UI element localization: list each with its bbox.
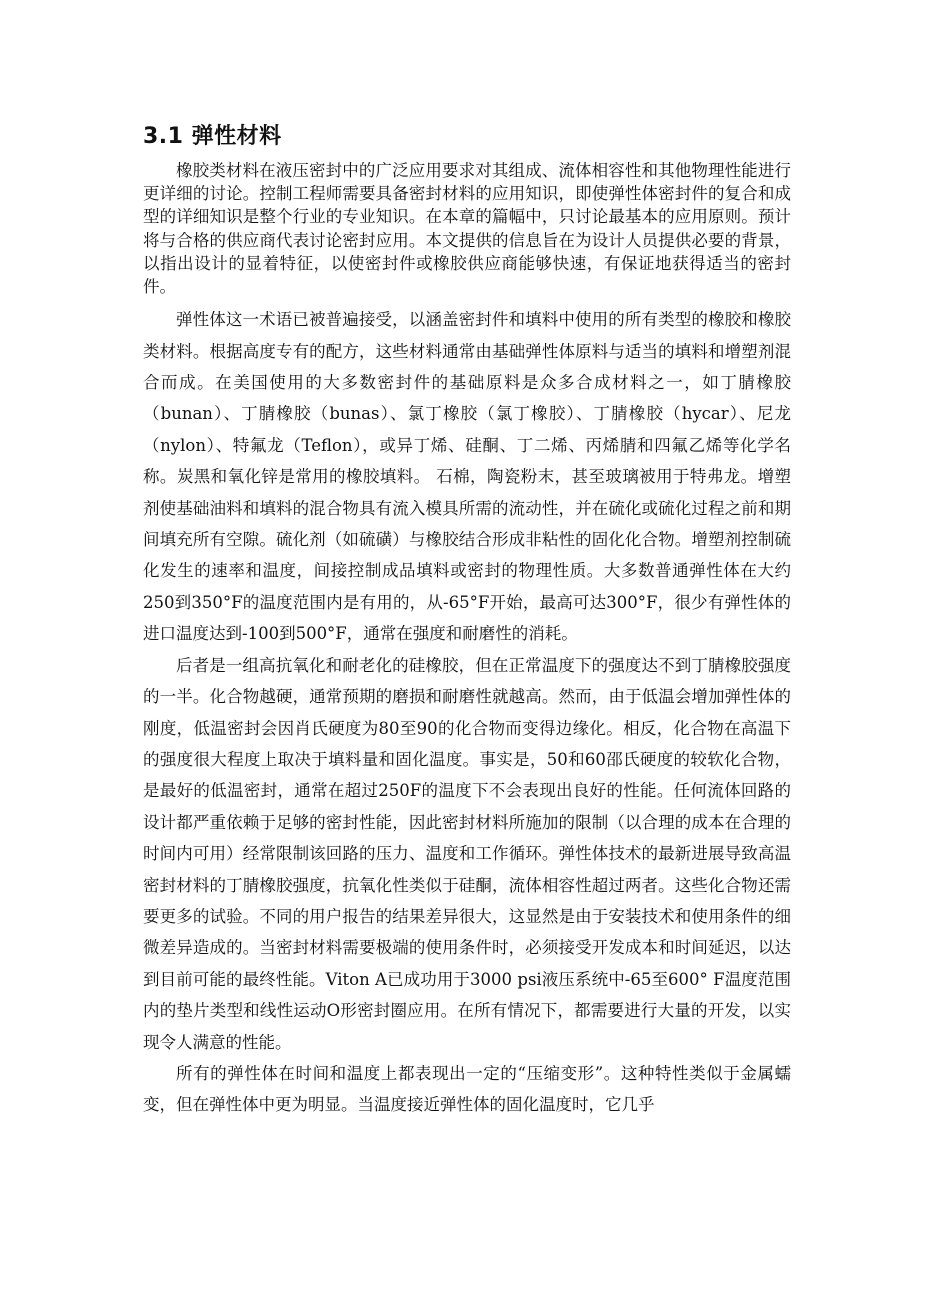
- paragraph-3: 后者是一组高抗氧化和耐老化的硅橡胶，但在正常温度下的强度达不到丁腈橡胶强度的一半。化合物越硬，通常预期的磨损和耐磨性就越高。然而，由于低温会增加弹性体的刚度，低温密封会因肖氏硬度为80至90的化合物而变得边缘化。相反，化合物在高温下的强度很大程度上取决于填料量和固化温度。事实是，50和60邵氏硬度的较软化合物，是最好的低温密封，通常在超过250F的温度下不会表现出良好的性能。任何流体回路的设计都严重依赖于足够的密封性能，因此密封材料所施加的限制（以合理的成本在合理的时间内可用）经常限制该回路的压力、温度和工作循环。弹性体技术的最新进展导致高温密封材料的丁腈橡胶强度，抗氧化性类似于硅酮，流体相容性超过两者。这些化合物还需要更多的试验。不同的用户报告的结果差异很大，这显然是由于安装技术和使用条件的细微差异造成的。当密封材料需要极端的使用条件时，必须接受开发成本和时间延迟，以达到目前可能的最终性能。Viton A已成功用于3000 psi液压系统中-65至600° F温度范围内的垫片类型和线性运动O形密封圈应用。在所有情况下，都需要进行大量的开发，以实现令人满意的性能。: [143, 655, 791, 1052]
- paragraph-1: 橡胶类材料在液压密封中的广泛应用要求对其组成、流体相容性和其他物理性能进行更详细的讨论。控制工程师需要具备密封材料的应用知识，即使弹性体密封件的复合和成型的详细知识是整个行业的专业知识。在本章的篇幅中，只讨论最基本的应用原则。预计将与合格的供应商代表讨论密封应用。本文提供的信息旨在为设计人员提供必要的背景，以指出设计的显着特征，以使密封件或橡胶供应商能够快速，有保证地获得适当的密封件。: [143, 161, 791, 297]
- paragraph-4: 所有的弹性体在时间和温度上都表现出一定的“压缩变形”。这种特性类似于金属蠕变，但在弹性体中更为明显。当温度接近弹性体的固化温度时，它几乎: [143, 1063, 791, 1115]
- section-title: 3.1 弹性材料: [143, 124, 282, 149]
- document-page: [143, 122, 791, 1121]
- paragraph-2: 弹性体这一术语已被普遍接受，以涵盖密封件和填料中使用的所有类型的橡胶和橡胶类材料。根据高度专有的配方，这些材料通常由基础弹性体原料与适当的填料和增塑剂混合而成。在美国使用的大多数密封件的基础原料是众多合成材料之一，如丁腈橡胶（bunan）、丁腈橡胶（bunas）、氯丁橡胶（氯丁橡胶）、丁腈橡胶（hycar）、尼龙（nylon）、特氟龙（Teflon），或异丁烯、硅酮、丁二烯、丙烯腈和四氟乙烯等化学名称。炭黑和氧化锌是常用的橡胶填料。 石棉，陶瓷粉末，甚至玻璃被用于特弗龙。增塑剂使基础油料和填料的混合物具有流入模具所需的流动性，并在硫化或硫化过程之前和期间填充所有空隙。硫化剂（如硫磺）与橡胶结合形成非粘性的固化化合物。增塑剂控制硫化发生的速率和温度，间接控制成品填料或密封的物理性质。大多数普通弹性体在大约250到350°F的温度范围内是有用的，从-65°F开始，最高可达300°F，很少有弹性体的进口温度达到-100到500°F，通常在强度和耐磨性的消耗。: [143, 310, 791, 644]
